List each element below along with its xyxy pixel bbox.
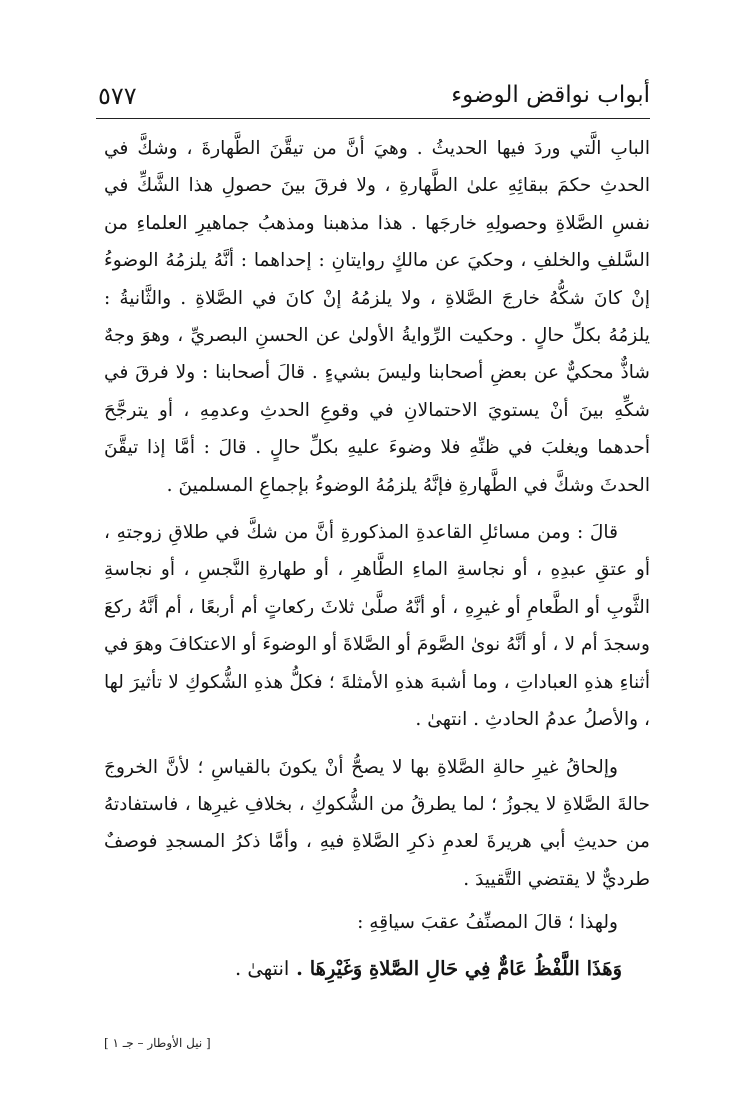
body-text (104, 130, 650, 990)
paragraph-2: قالَ : ومن مسائلِ القاعدةِ المذكورةِ أنَّ من شكَّ في طلاقِ زوجتهِ ، أو عتقِ عبدِهِ ، أو نجاسةِ الماءِ الطَّاهرِ ، أو طهارةِ النَّجسِ ، أو نجاسةِ الثَّوبِ أو الطَّعامِ أو غيرِهِ ، أو أنَّهُ صلَّىٰ ثلاثَ ركعاتٍ أم أربعًا ، أم أنَّهُ ركعَ وسجدَ أم لا ، أو أنَّهُ نوىٰ الصَّومَ أو الصَّلاةَ أو الوضوءَ أو الاعتكافَ وهوَ في أثناءِ هذهِ العباداتِ ، وما أشبهَ هذهِ الأمثلةَ ؛ فكلُّ هذهِ الشُّكوكِ لا تأثيرَ لها ، والأصلُ عدمُ الحادثِ . انتهىٰ . (104, 522, 650, 731)
quoted-text: وَهَذَا اللَّفْظُ عَامٌّ فِي حَالِ الصَّلاةِ وَغَيْرِهَا . (296, 956, 622, 980)
running-title: أبواب نواقض الوضوء (451, 82, 650, 108)
paragraph-4: ولهذا ؛ قالَ المصنِّفُ عقبَ سياقِهِ : (357, 912, 618, 934)
footer-source-note: [ نيل الأوطار – جـ ١ ] (104, 1036, 211, 1050)
quoted-hadith-line (104, 948, 622, 990)
quote-end-marker: انتهىٰ . (234, 956, 290, 980)
paragraph-1: البابِ الَّتي وردَ فيها الحديثُ . وهيَ أنَّ من تيقَّنَ الطَّهارةَ ، وشكَّ في الحدثِ حكمَ ببقائِهِ علىٰ الطَّهارةِ ، ولا فرقَ بينَ حصولِ هذا الشَّكِّ في نفسِ الصَّلاةِ وحصولِهِ خارجَها . هذا مذهبنا ومذهبُ جماهيرِ العلماءِ من السَّلفِ والخلفِ ، وحكيَ عن مالكٍ روايتانِ : إحداهما : أنَّهُ يلزمُهُ الوضوءُ إنْ كانَ شكُّهُ خارجَ الصَّلاةِ ، ولا يلزمُهُ إنْ كانَ في الصَّلاةِ . والثَّانيةُ : يلزمُهُ بكلِّ حالٍ . وحكيت الرِّوايةُ الأولىٰ عن الحسنِ البصريِّ ، وهوَ وجهٌ شاذٌّ محكيٌّ عن بعضِ أصحابنا وليسَ بشيءٍ . قالَ أصحابنا : ولا فرقَ في شكِّهِ بينَ أنْ يستويَ الاحتمالانِ في وقوعِ الحدثِ وعدمِهِ ، أو يترجَّحَ أحدهما ويغلبَ في ظنِّهِ فلا وضوءَ عليهِ بكلِّ حالٍ . قالَ : أمَّا إذا تيقَّنَ الحدثَ وشكَّ في الطَّهارةِ فإنَّهُ يلزمُهُ الوضوءُ بإجماعِ المسلمينَ . (104, 138, 650, 496)
page-header (96, 78, 650, 119)
page-number: ٥٧٧ (98, 82, 137, 110)
paragraph-3: وإلحاقُ غيرِ حالةِ الصَّلاةِ بها لا يصحُّ أنْ يكونَ بالقياسِ ؛ لأنَّ الخروجَ حالةَ الصَّلاةِ لا يجوزُ ؛ لما يطرقُ من الشُّكوكِ ، بخلافِ غيرِها ، فاستفادتهُ من حديثِ أبي هريرةَ لعدمِ ذكرِ الصَّلاةِ فيهِ ، وأمَّا ذكرُ المسجدِ فوصفٌ طرديٌّ لا يقتضي التَّقييدَ . (104, 756, 650, 890)
